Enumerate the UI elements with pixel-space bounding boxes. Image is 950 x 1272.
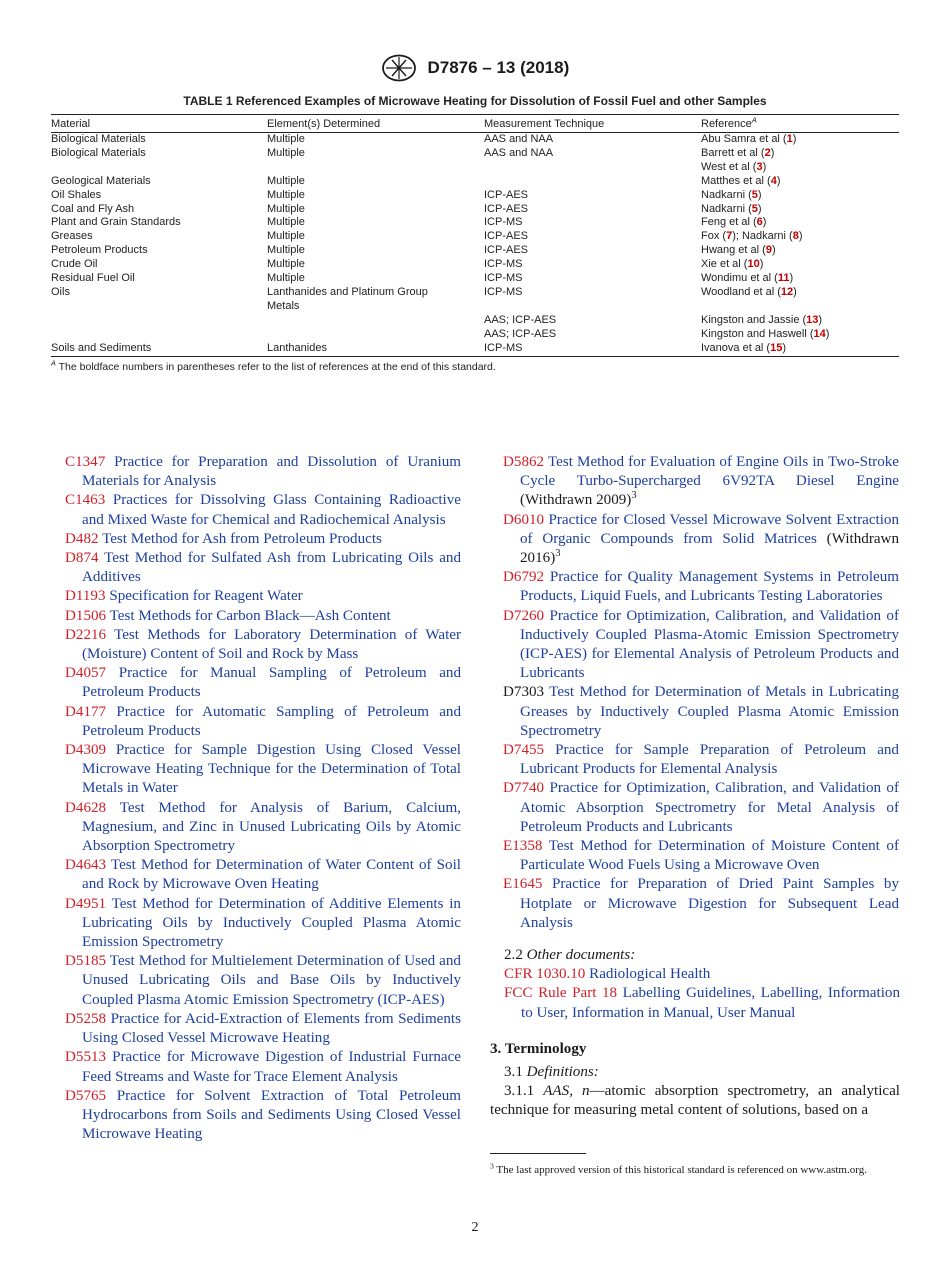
- reference-number: 3: [756, 160, 763, 173]
- cell-technique: ICP-MS: [484, 342, 701, 356]
- cell-reference: Fox (7); Nadkarni (8): [701, 230, 803, 243]
- table-row: [51, 272, 899, 286]
- cell-element: Lanthanides: [267, 342, 484, 356]
- reference-number: 9: [765, 244, 772, 257]
- reference-title-link[interactable]: Test Method for Determination of Moisture Content of Particulate Wood Fuels Using a Microwave Oven: [520, 838, 899, 874]
- page-header: [0, 54, 950, 82]
- withdrawn-note: (Withdrawn 2009): [520, 492, 632, 509]
- reference-number: 6: [756, 216, 763, 229]
- cell-technique: ICP-MS: [484, 258, 523, 271]
- reference-entry: [65, 856, 461, 894]
- cell-material: Geological Materials: [51, 174, 151, 187]
- reference-number: 8: [792, 230, 799, 243]
- cell-material: Soils and Sediments: [51, 342, 267, 356]
- reference-code-link[interactable]: D7260: [503, 607, 545, 624]
- reference-code-link[interactable]: D5765: [65, 1087, 107, 1104]
- reference-number: 5: [751, 202, 758, 215]
- reference-title-link[interactable]: Practice for Sample Preparation of Petroleum and Lubricant Products for Elemental Analysis: [520, 742, 899, 778]
- reference-title-link[interactable]: Test Method for Determination of Additive Elements in Lubricating Oils by Inductively Coupled Plasma Atomic Emission Spectrometry: [82, 895, 461, 951]
- reference-code-link[interactable]: D4309: [65, 742, 107, 759]
- cell-reference: Xie et al (10): [701, 258, 764, 271]
- cell-reference: Feng et al (6): [701, 216, 767, 229]
- reference-title-link[interactable]: Practice for Sample Digestion Using Closed Vessel Microwave Heating Technique for the Determination of Total Metals in Water: [82, 742, 461, 797]
- reference-title-link[interactable]: Test Method for Determination of Metals in Lubricating Greases by Inductively Coupled Plasma Atomic Emission Spectrometry: [520, 684, 899, 739]
- reference-title-link[interactable]: Practice for Quality Management Systems in Petroleum Products, Liquid Fuels, and Lubricants Testing Laboratories: [520, 569, 899, 605]
- cell-element: Multiple: [267, 202, 305, 215]
- table-title: TABLE 1 Referenced Examples of Microwave Heating for Dissolution of Fossil Fuel and other Samples: [183, 94, 767, 108]
- reference-entry: [65, 587, 461, 606]
- reference-number: 11: [777, 272, 790, 285]
- cell-element: Multiple: [267, 188, 305, 201]
- cell-element: Multiple: [267, 216, 305, 229]
- cell-material: Biological Materials: [51, 146, 146, 159]
- table-1: [51, 94, 899, 373]
- cell-technique: AAS and NAA: [484, 133, 554, 145]
- reference-entry: [503, 741, 899, 779]
- reference-title-link[interactable]: Practice for Optimization, Calibration, and Validation of Atomic Absorption Spectrometry for Metal Analysis of Petroleum Products and Lubricants: [520, 780, 899, 835]
- reference-entry: [65, 799, 461, 857]
- reference-title-link[interactable]: Test Method for Multielement Determination of Used and Unused Lubricating Oils and Base Oils by Inductively Coupled Plasma Atomic Emission Spectrometry (ICP-AES): [82, 953, 461, 1008]
- reference-title-link[interactable]: Test Methods for Laboratory Determination of Water (Moisture) Content of Soil and Rock by Mass: [82, 626, 461, 663]
- other-document-title-link[interactable]: Radiological Health: [589, 966, 711, 983]
- definition-aas: 3.1.1 AAS, n—atomic absorption spectrometry, an analytical technique for measuring metal content of solutions, based on a: [490, 1083, 900, 1119]
- reference-entry: [65, 664, 461, 702]
- cell-element: Metals: [267, 299, 300, 312]
- reference-title-link[interactable]: Practice for Microwave Digestion of Industrial Furnace Feed Streams and Waste for Trace Element Analysis: [82, 1049, 461, 1085]
- other-document-entry: [490, 965, 900, 984]
- cell-material: Crude Oil: [51, 258, 98, 271]
- reference-title-link[interactable]: Test Method for Sulfated Ash from Lubricating Oils and Additives: [82, 550, 461, 586]
- reference-entry: [65, 703, 461, 741]
- reference-code-link[interactable]: D5185: [65, 953, 107, 970]
- reference-entry: [503, 511, 899, 569]
- table-row: [51, 203, 899, 217]
- reference-number: 1: [786, 133, 793, 145]
- table-row: [51, 175, 899, 189]
- reference-code-link[interactable]: D7455: [503, 742, 545, 759]
- cell-reference: Nadkarni (5): [701, 188, 762, 201]
- reference-number: 10: [747, 258, 760, 271]
- table-row: [51, 216, 899, 230]
- other-document-entry: [490, 984, 900, 1022]
- reference-code-link[interactable]: E1645: [503, 876, 543, 893]
- table-row: [51, 230, 899, 244]
- reference-code-link[interactable]: D4177: [65, 703, 107, 720]
- other-documents-heading: 2.2 Other documents:: [504, 947, 636, 963]
- cell-material: Coal and Fly Ash: [51, 202, 135, 215]
- reference-title-link[interactable]: Test Methods for Carbon Black—Ash Content: [109, 607, 391, 624]
- reference-code-link[interactable]: C1463: [65, 492, 106, 509]
- reference-entry: [503, 875, 899, 933]
- cell-technique: ICP-AES: [484, 188, 529, 201]
- reference-code-link[interactable]: D5258: [65, 1010, 107, 1027]
- table-row: [51, 147, 899, 161]
- reference-title-link[interactable]: Practice for Closed Vessel Microwave Solvent Extraction of Organic Compounds from Solid Matrices: [520, 511, 899, 547]
- reference-code-link[interactable]: D6792: [503, 569, 545, 586]
- header-element: Element(s) Determined: [267, 115, 484, 133]
- reference-entry: [65, 1010, 461, 1048]
- footnote-marker: 3: [631, 490, 637, 502]
- table-row: [51, 133, 899, 147]
- page-footnote: $^3$ The last approved version of this historical standard is referenced on www.astm.org.: [490, 1161, 867, 1176]
- reference-code-link[interactable]: E1358: [503, 838, 543, 855]
- table-row: [51, 258, 899, 272]
- reference-entry: [65, 741, 461, 799]
- cell-technique: ICP-AES: [484, 230, 529, 243]
- cell-technique: ICP-MS: [484, 285, 523, 298]
- header-material: Material: [51, 115, 267, 133]
- reference-entry: [65, 626, 461, 664]
- reference-code-link[interactable]: D7740: [503, 780, 545, 797]
- reference-number: 15: [770, 341, 783, 354]
- astm-logo-icon: [381, 54, 417, 82]
- table-footnote: $^A$ The boldface numbers in parentheses refer to the list of references at the end of this standard.: [51, 358, 496, 373]
- document-designation: D7876 – 13 (2018): [427, 58, 570, 77]
- other-document-code-link[interactable]: FCC Rule Part 18: [504, 985, 618, 1002]
- reference-entry: [65, 530, 461, 549]
- reference-title-link[interactable]: Test Method for Analysis of Barium, Calcium, Magnesium, and Zinc in Unused Lubricating Oils by Atomic Absorption Spectrometry: [82, 799, 461, 855]
- cell-technique: AAS; ICP-AES: [484, 313, 557, 326]
- cell-element: Multiple: [267, 133, 305, 145]
- cell-material: Biological Materials: [51, 133, 146, 145]
- right-column-tail: [490, 946, 900, 1121]
- header-note-mark: A: [751, 115, 757, 125]
- reference-number: 4: [770, 174, 777, 187]
- reference-entry: [503, 607, 899, 684]
- reference-number: 14: [813, 327, 826, 340]
- cell-technique: ICP-MS: [484, 216, 523, 229]
- reference-entry: [65, 895, 461, 953]
- table-row: [51, 314, 899, 328]
- other-document-code-link[interactable]: CFR 1030.10: [504, 966, 586, 983]
- reference-code-link[interactable]: D4951: [65, 895, 107, 912]
- cell-technique: ICP-AES: [484, 202, 529, 215]
- cell-reference: Hwang et al (9): [701, 244, 776, 257]
- page-number: 2: [471, 1220, 479, 1235]
- cell-reference: [701, 300, 899, 314]
- cell-reference: Ivanova et al (15): [701, 342, 899, 356]
- reference-code-link[interactable]: D2216: [65, 626, 107, 643]
- table-row: [51, 161, 899, 175]
- cell-element: Multiple: [267, 272, 305, 285]
- footnote-marker: 3: [555, 547, 561, 559]
- reference-entry: [503, 568, 899, 606]
- cell-reference: Abu Samra et al (1): [701, 133, 797, 145]
- withdrawn-note: (Withdrawn 2016): [520, 530, 899, 567]
- cell-technique: [484, 175, 701, 189]
- table-header-row: [51, 115, 899, 133]
- reference-entry: [503, 453, 899, 511]
- reference-code-link[interactable]: D6010: [503, 511, 545, 528]
- footnote-rule: [490, 1153, 586, 1154]
- reference-code-link[interactable]: C1347: [65, 454, 106, 470]
- cell-material: [51, 328, 267, 342]
- reference-entry: [503, 837, 899, 875]
- reference-title-link[interactable]: Practices for Dissolving Glass Containing Radioactive and Mixed Waste for Chemical and Radiochemical Analysis: [82, 492, 461, 528]
- references-table: [51, 114, 899, 357]
- reference-number: 2: [764, 146, 771, 159]
- reference-number: 13: [806, 313, 819, 326]
- cell-element: Multiple: [267, 244, 305, 257]
- reference-number: 5: [751, 188, 758, 201]
- header-technique: Measurement Technique: [484, 115, 701, 133]
- definitions-heading: 3.1 Definitions:: [504, 1064, 599, 1081]
- cell-technique: [484, 161, 701, 175]
- reference-title-link[interactable]: Practice for Preparation and Dissolution of Uranium Materials for Analysis: [82, 454, 461, 490]
- reference-title-link[interactable]: Practice for Manual Sampling of Petroleum and Petroleum Products: [82, 665, 461, 701]
- reference-code-link[interactable]: D4643: [65, 857, 107, 874]
- reference-code-link[interactable]: D482: [65, 530, 99, 547]
- reference-number: 7: [726, 230, 733, 243]
- cell-technique: AAS and NAA: [484, 146, 554, 159]
- cell-reference: Matthes et al (4): [701, 174, 781, 187]
- reference-code-link[interactable]: D1193: [65, 588, 106, 605]
- cell-reference: Kingston and Haswell (14): [701, 327, 830, 340]
- section-heading: 3. Terminology: [490, 1040, 587, 1057]
- cell-element: Lanthanides and Platinum Group: [267, 285, 428, 298]
- other-document-title-link[interactable]: Labelling Guidelines, Labelling, Information to User, Information in Manual, User Manual: [521, 985, 900, 1021]
- reference-code-link[interactable]: D5862: [503, 454, 545, 470]
- cell-reference: Nadkarni (5): [701, 202, 762, 215]
- reference-title-link[interactable]: Test Method for Evaluation of Engine Oils in Two-Stroke Cycle Turbo-Supercharged 6V92TA Diesel Engine: [520, 454, 899, 490]
- table-row: [51, 342, 899, 356]
- referenced-documents-right: [503, 453, 899, 933]
- reference-entry: [65, 549, 461, 587]
- reference-code-link[interactable]: D874: [65, 550, 99, 567]
- cell-material: [51, 314, 267, 328]
- table-row: [51, 300, 899, 314]
- referenced-documents-left: [65, 453, 461, 1144]
- header-reference: Reference$^A$: [701, 115, 899, 133]
- cell-material: Greases: [51, 230, 93, 243]
- reference-title-link[interactable]: Test Method for Ash from Petroleum Products: [102, 530, 382, 547]
- cell-reference: Wondimu et al (11): [701, 272, 794, 285]
- table-row: [51, 328, 899, 342]
- reference-number: 12: [780, 285, 794, 298]
- reference-entry: [65, 952, 461, 1010]
- reference-title-link[interactable]: Practice for Preparation of Dried Paint Samples by Hotplate or Microwave Digestion for Subsequent Lead Analysis: [520, 876, 899, 931]
- table-row: [51, 189, 899, 203]
- cell-reference: Woodland et al (12): [701, 285, 797, 298]
- other-documents-list: [490, 965, 900, 1023]
- cell-element: [267, 161, 484, 175]
- table-row: [51, 286, 899, 300]
- reference-entry: [65, 607, 461, 626]
- cell-material: Oils: [51, 285, 70, 298]
- reference-code-link[interactable]: D1506: [65, 607, 107, 624]
- cell-element: Multiple: [267, 258, 305, 271]
- table-body: [51, 133, 899, 357]
- cell-element: Multiple: [267, 146, 305, 159]
- reference-entry: [503, 683, 899, 741]
- reference-title-link[interactable]: Practice for Acid-Extraction of Elements from Sediments Using Closed Vessel Microwave Heating: [82, 1010, 461, 1047]
- reference-entry: [65, 1048, 461, 1086]
- cell-material: Oil Shales: [51, 188, 102, 201]
- cell-material: Petroleum Products: [51, 244, 148, 257]
- reference-title-link[interactable]: Practice for Automatic Sampling of Petroleum and Petroleum Products: [82, 703, 462, 739]
- cell-technique: ICP-AES: [484, 244, 529, 257]
- cell-material: [51, 161, 267, 175]
- reference-title-link[interactable]: Practice for Solvent Extraction of Total Petroleum Hydrocarbons from Soils and Sediments Using Closed Vessel Microwave Heating: [82, 1087, 461, 1143]
- cell-reference: Barrett et al (2): [701, 146, 775, 159]
- reference-entry: [65, 1087, 461, 1145]
- reference-code-link[interactable]: D4057: [65, 665, 107, 682]
- reference-code-link[interactable]: D4628: [65, 799, 107, 816]
- cell-material: Residual Fuel Oil: [51, 272, 135, 285]
- reference-entry: [65, 453, 461, 491]
- cell-technique: ICP-MS: [484, 272, 523, 285]
- cell-reference: West et al (3): [701, 160, 767, 173]
- reference-entry: [503, 779, 899, 837]
- reference-title-link[interactable]: Practice for Optimization, Calibration, and Validation of Inductively Coupled Plasma-Atomic Emission Spectrometry (ICP-AES) for Elemental Analysis of Petroleum Products and Lubricants: [520, 607, 899, 682]
- cell-reference: Kingston and Jassie (13): [701, 313, 823, 326]
- cell-element: Multiple: [267, 230, 305, 243]
- cell-element: [267, 328, 484, 342]
- reference-code-link[interactable]: D5513: [65, 1049, 107, 1066]
- reference-title-link[interactable]: Test Method for Determination of Water Content of Soil and Rock by Microwave Oven Heating: [82, 857, 461, 893]
- cell-technique: [484, 300, 701, 314]
- table-row: [51, 244, 899, 258]
- cell-technique: AAS; ICP-AES: [484, 327, 557, 340]
- reference-entry: [65, 491, 461, 529]
- cell-element: [267, 314, 484, 328]
- reference-title-link[interactable]: Specification for Reagent Water: [109, 588, 303, 605]
- cell-material: [51, 300, 267, 314]
- cell-material: Plant and Grain Standards: [51, 216, 181, 229]
- cell-element: Multiple: [267, 174, 305, 187]
- reference-code-link[interactable]: D7303: [503, 684, 545, 701]
